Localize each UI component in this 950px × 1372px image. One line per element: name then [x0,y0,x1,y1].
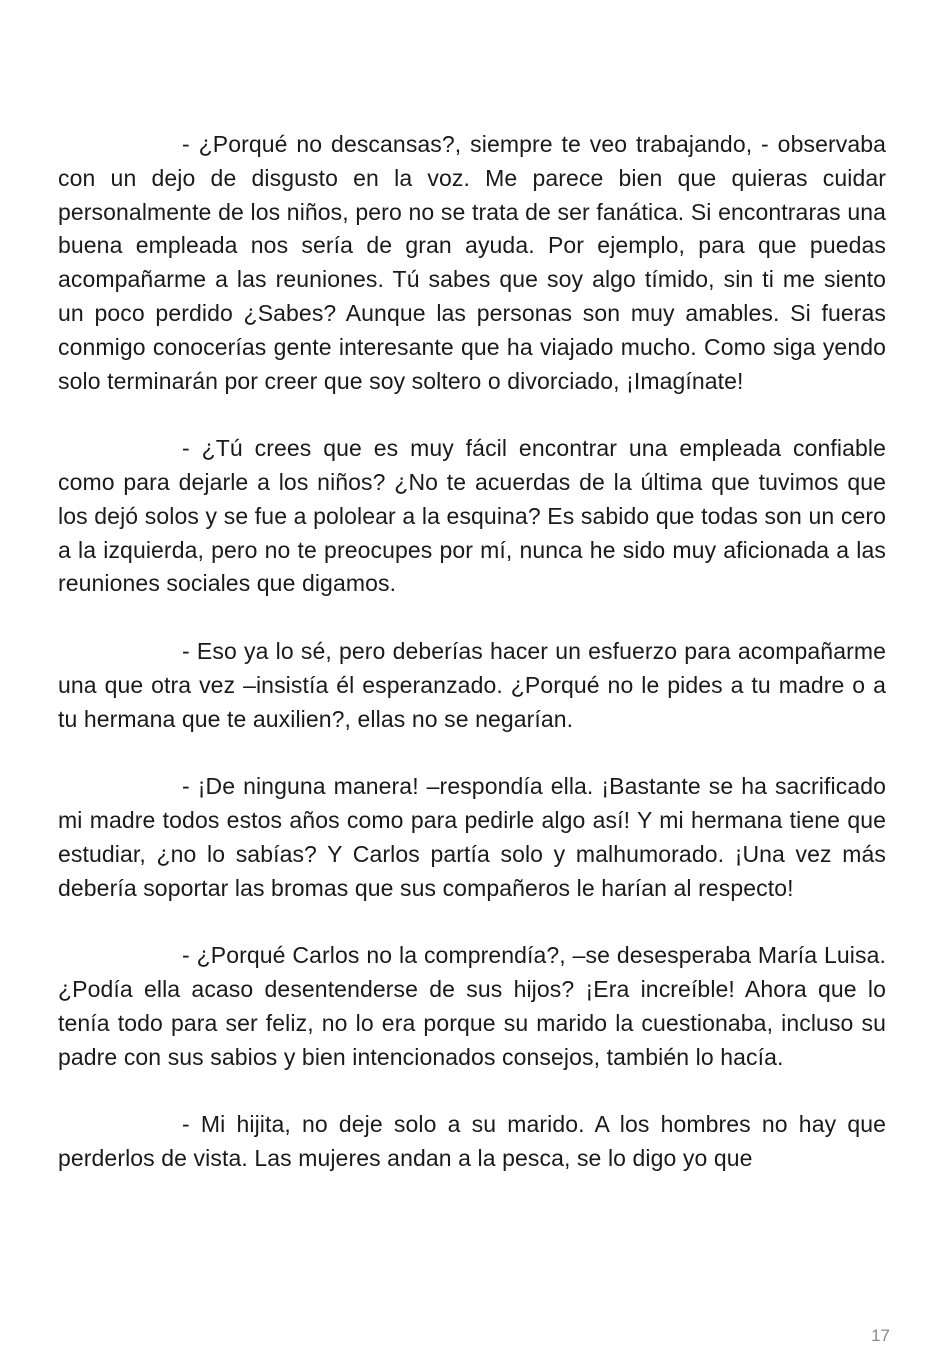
paragraph-3: - Eso ya lo sé, pero deberías hacer un esfuerzo para acompañarme una que otra vez –insistía él esperanzado. ¿Porqué no le pides a tu madre o a tu hermana que te auxilien?, ellas no se negarían. [58,637,886,732]
paragraph-4: - ¡De ninguna manera! –respondía ella. ¡Bastante se ha sacrificado mi madre todos estos años como para pedirle algo así! Y mi hermana tiene que estudiar, ¿no lo sabías? Y Carlos partía solo y malhumorado. ¡Una vez más debería soportar las bromas que sus compañeros le harían al respecto! [58,773,886,901]
document-body [58,128,886,1210]
paragraph-2: - ¿Tú crees que es muy fácil encontrar una empleada confiable como para dejarle a los niños? ¿No te acuerdas de la última que tuvimos que los dejó solos y se fue a pololear a la esquina? Es sabido que todas son un cero a la izquierda, pero no te preocupes por mí, nunca he sido muy aficionada a las reuniones sociales que digamos. [58,435,886,597]
paragraph-6: - Mi hijita, no deje solo a su marido. A los hombres no hay que perderlos de vista. Las mujeres andan a la pesca, se lo digo yo que [58,1111,886,1171]
page-number: 17 [871,1326,890,1345]
paragraph-5: - ¿Porqué Carlos no la comprendía?, –se desesperaba María Luisa. ¿Podía ella acaso desentenderse de sus hijos? ¡Era increíble! Ahora que lo tenía todo para ser feliz, no lo era porque su marido la cuestionaba, incluso su padre con sus sabios y bien intencionados consejos, también lo hacía. [58,942,886,1070]
paragraph-1: - ¿Porqué no descansas?, siempre te veo trabajando, - observaba con un dejo de disgusto en la voz. Me parece bien que quieras cuidar personalmente de los niños, pero no se trata de ser fanática. Si encontraras una buena empleada nos sería de gran ayuda. Por ejemplo, para que puedas acompañarme a las reuniones. Tú sabes que soy algo tímido, sin ti me siento un poco perdido ¿Sabes? Aunque las personas son muy amables. Si fueras conmigo conocerías gente interesante que ha viajado mucho. Como siga yendo solo terminarán por creer que soy soltero o divorciado, ¡Imagínate! [58,131,886,394]
